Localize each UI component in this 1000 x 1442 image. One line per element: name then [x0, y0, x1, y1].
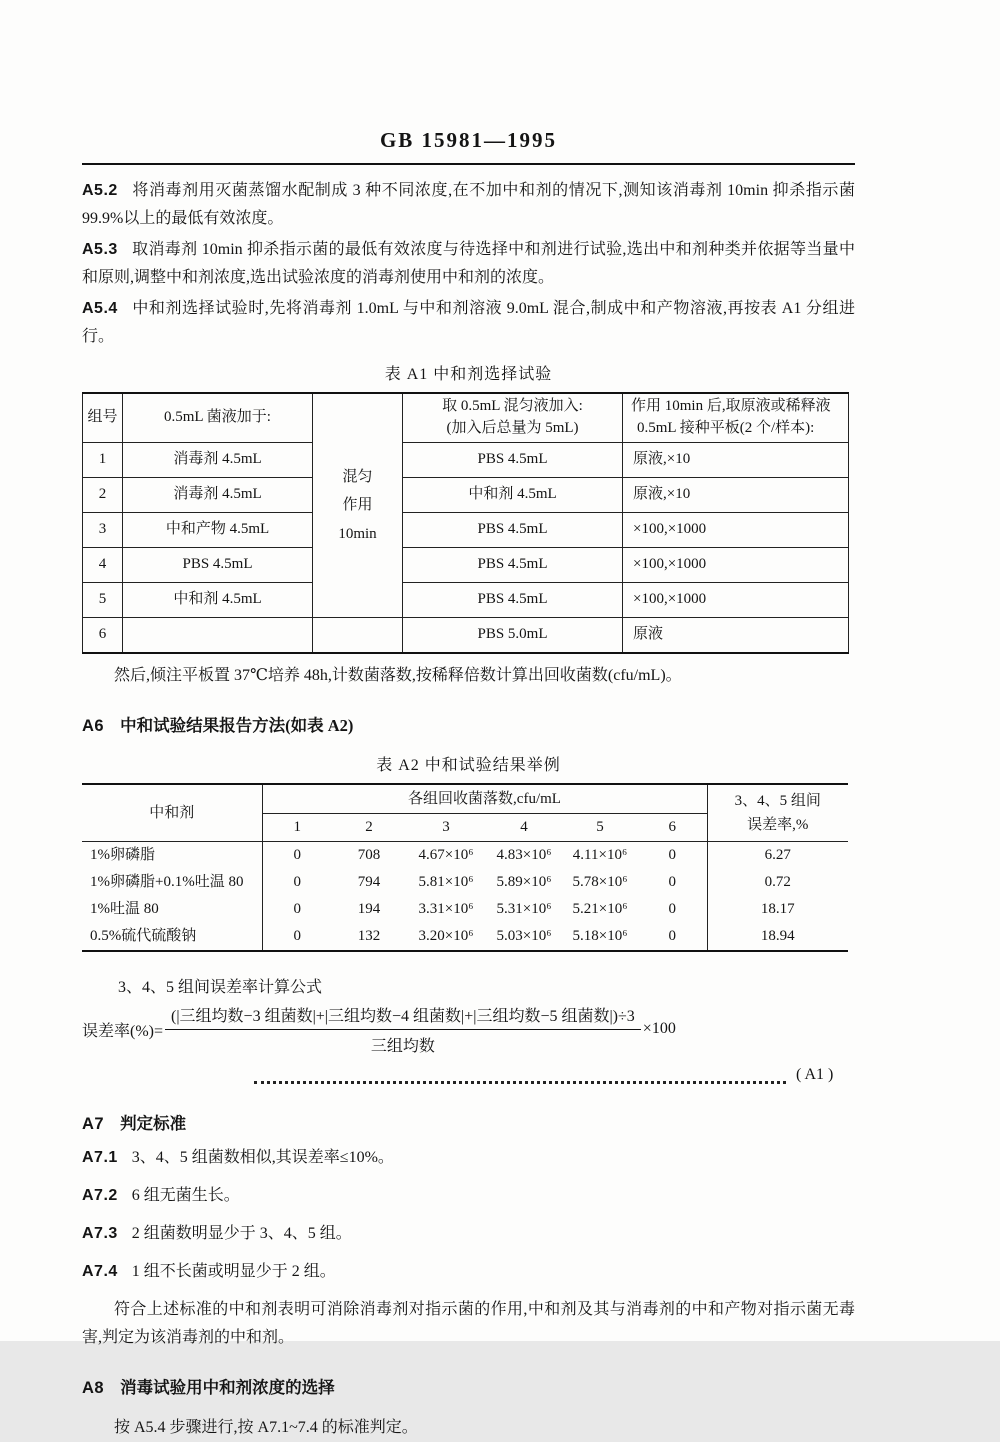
table-a1-caption: 表 A1 中和剂选择试验 — [384, 366, 553, 383]
cell-error-rate: 18.94 — [707, 923, 848, 951]
cell-group-no: 6 — [83, 617, 123, 653]
section-number: A8 — [82, 1378, 105, 1397]
subcol-2: 2 — [332, 813, 406, 841]
cell-count: 5.31×10⁶ — [496, 901, 552, 917]
header-line: 取 0.5mL 混匀液加入: — [442, 398, 583, 414]
paragraph-text: 将消毒剂用灭菌蒸馏水配制成 3 种不同浓度,在不加中和剂的情况下,测知该消毒剂 10min 抑杀指示菌 99.9%以上的最低有效浓度。 — [82, 182, 855, 227]
section-number: A7.3 — [82, 1224, 118, 1242]
cell-group-no: 5 — [83, 582, 123, 617]
equation-number: ( A1 ) — [796, 1065, 834, 1083]
cell-count: 194 — [357, 901, 381, 917]
section-number: A7.4 — [82, 1262, 118, 1280]
cell-count: 0 — [293, 901, 301, 917]
header-line: 3、4、5 组间 — [734, 792, 821, 809]
mix-line: 混匀 — [342, 468, 373, 485]
section-number: A7 — [82, 1114, 105, 1133]
col-header-error — [707, 784, 848, 842]
paragraph-text: 2 组菌数明显少于 3、4、5 组。 — [131, 1224, 352, 1242]
cell-count: 132 — [357, 928, 381, 944]
cell-count: 3.20×10⁶ — [418, 928, 474, 944]
formula-intro: 3、4、5 组间误差率计算公式 — [118, 978, 323, 996]
heading-text: 消毒试验用中和剂浓度的选择 — [120, 1377, 335, 1397]
cell-count: 794 — [357, 874, 381, 890]
paragraph-text: 取消毒剂 10min 抑杀指示菌的最低有效浓度与待选择中和剂进行试验,选出中和剂种类并依据等当量中和原则,调整中和剂浓度,选出试验浓度的消毒剂使用中和剂的浓度。 — [82, 241, 855, 286]
cell-count: 5.81×10⁶ — [418, 874, 474, 890]
table-row — [83, 442, 849, 477]
cell-neutralizer: 1%吐温 80 — [82, 896, 262, 923]
col-header-add — [403, 393, 623, 442]
paragraph-text: 6 组无菌生长。 — [131, 1186, 240, 1204]
cell-count: 5.18×10⁶ — [572, 928, 628, 944]
cell-count: 708 — [357, 847, 381, 863]
cell-add: PBS 5.0mL — [403, 617, 623, 653]
cell-mix-empty — [313, 617, 403, 653]
subcol-5: 5 — [562, 813, 638, 841]
mix-line: 作用 — [342, 497, 373, 513]
mix-line: 10min — [338, 525, 377, 542]
cell-count: 4.11×10⁶ — [572, 847, 628, 863]
cell-count: 0 — [668, 928, 676, 944]
paragraph-a5-2 — [82, 177, 855, 233]
cell-plate: 原液,×10 — [623, 477, 849, 512]
cell-plate: ×100,×1000 — [623, 547, 849, 582]
heading-a8 — [82, 1374, 855, 1398]
cell-inoculum: 中和剂 4.5mL — [123, 582, 313, 617]
paragraph-text: 3、4、5 组菌数相似,其误差率≤10%。 — [131, 1148, 394, 1166]
cell-count: 5.21×10⁶ — [572, 901, 628, 917]
heading-text: 判定标准 — [120, 1113, 187, 1133]
col-header-inoculum: 0.5mL 菌液加于: — [123, 393, 313, 442]
cell-error-rate: 0.72 — [707, 869, 848, 896]
mix-action-cell — [313, 393, 403, 617]
paragraph-a7-1 — [82, 1144, 855, 1172]
table-row — [82, 923, 848, 951]
cell-inoculum: PBS 4.5mL — [123, 547, 313, 582]
dotted-leader — [254, 1069, 786, 1084]
cell-count: 0 — [293, 874, 301, 890]
equation-number-line — [254, 1066, 855, 1084]
cell-group-no: 1 — [83, 442, 123, 477]
col-header-plate — [623, 393, 849, 442]
formula-denominator: 三组均数 — [370, 1037, 435, 1055]
cell-neutralizer: 1%卵磷脂+0.1%吐温 80 — [82, 869, 262, 896]
table-row — [82, 896, 848, 923]
cell-neutralizer: 0.5%硫代硫酸钠 — [82, 923, 262, 951]
header-rule — [82, 163, 855, 165]
standard-number: GB 15981—1995 — [379, 128, 558, 152]
section-number: A6 — [82, 716, 105, 735]
cell-count: 3.31×10⁶ — [418, 901, 474, 917]
cell-add: PBS 4.5mL — [403, 547, 623, 582]
section-number: A7.1 — [82, 1148, 118, 1166]
cell-count: 4.67×10⁶ — [418, 847, 474, 863]
cell-count: 0 — [293, 928, 301, 944]
paragraph-a7-2 — [82, 1182, 855, 1210]
paragraph-a7-3 — [82, 1220, 855, 1248]
cell-count: 5.78×10⁶ — [572, 874, 628, 890]
col-header-counts: 各组回收菌落数,cfu/mL — [262, 784, 707, 814]
section-number: A5.4 — [82, 300, 118, 317]
section-number: A5.3 — [82, 241, 118, 258]
cell-add: 中和剂 4.5mL — [403, 477, 623, 512]
cell-inoculum: 消毒剂 4.5mL — [123, 477, 313, 512]
formula-numerator: (|三组均数−3 组菌数|+|三组均数−4 组菌数|+|三组均数−5 组菌数|)÷3 — [165, 1003, 641, 1030]
table-row — [82, 841, 848, 869]
paragraph-a8: 按 A5.4 步骤进行,按 A7.1~7.4 的标准判定。 — [114, 1418, 418, 1436]
table-a2-caption: 表 A2 中和试验结果举例 — [376, 756, 561, 774]
cell-group-no: 3 — [83, 512, 123, 547]
table-a1 — [82, 392, 849, 654]
subcol-6: 6 — [638, 813, 707, 841]
cell-error-rate: 6.27 — [707, 841, 848, 869]
paragraph-a5-4 — [82, 295, 855, 351]
table-row — [83, 547, 849, 582]
table-a1-note: 然后,倾注平板置 37℃培养 48h,计数菌落数,按稀释倍数计算出回收菌数(cfu/mL)。 — [114, 666, 682, 684]
col-header-group: 组号 — [83, 393, 123, 442]
cell-inoculum: 消毒剂 4.5mL — [123, 442, 313, 477]
table-row — [83, 582, 849, 617]
table-row — [83, 477, 849, 512]
header-line: 误差率,% — [747, 816, 809, 833]
cell-plate: ×100,×1000 — [623, 582, 849, 617]
cell-count: 5.89×10⁶ — [496, 874, 552, 890]
table-row — [83, 617, 849, 653]
cell-count: 0 — [668, 847, 676, 863]
paragraph-a7-4 — [82, 1258, 855, 1286]
cell-count: 0 — [293, 847, 301, 863]
cell-plate: ×100,×1000 — [623, 512, 849, 547]
heading-text: 中和试验结果报告方法(如表 A2) — [120, 715, 354, 735]
cell-add: PBS 4.5mL — [403, 582, 623, 617]
header-line: 作用 10min 后,取原液或稀释液 — [631, 398, 831, 414]
formula-fraction — [165, 1003, 641, 1056]
section-number: A7.2 — [82, 1186, 118, 1204]
subcol-1: 1 — [262, 813, 332, 841]
subcol-3: 3 — [406, 813, 486, 841]
cell-inoculum — [123, 617, 313, 653]
table-row — [83, 512, 849, 547]
cell-inoculum: 中和产物 4.5mL — [123, 512, 313, 547]
section-number: A5.2 — [82, 182, 118, 199]
cell-count: 0 — [668, 901, 676, 917]
paragraph-text: 1 组不长菌或明显少于 2 组。 — [131, 1262, 336, 1280]
cell-plate: 原液,×10 — [623, 442, 849, 477]
cell-plate: 原液 — [623, 617, 849, 653]
cell-add: PBS 4.5mL — [403, 512, 623, 547]
cell-count: 5.03×10⁶ — [496, 928, 552, 944]
formula-multiplier: ×100 — [642, 1020, 676, 1037]
table-row — [82, 869, 848, 896]
cell-group-no: 2 — [83, 477, 123, 512]
paragraph-a7-closing: 符合上述标准的中和剂表明可消除消毒剂对指示菌的作用,中和剂及其与消毒剂的中和产物对指示菌无毒害,判定为该消毒剂的中和剂。 — [82, 1300, 855, 1346]
cell-add: PBS 4.5mL — [403, 442, 623, 477]
col-header-neutralizer: 中和剂 — [82, 784, 262, 842]
heading-a7 — [82, 1110, 855, 1134]
heading-a6 — [82, 712, 855, 736]
table-a2 — [82, 783, 848, 952]
cell-group-no: 4 — [83, 547, 123, 582]
cell-error-rate: 18.17 — [707, 896, 848, 923]
subcol-4: 4 — [486, 813, 562, 841]
error-rate-formula — [82, 1003, 855, 1056]
header-line: (加入后总量为 5mL) — [446, 419, 579, 436]
paragraph-text: 中和剂选择试验时,先将消毒剂 1.0mL 与中和剂溶液 9.0mL 混合,制成中和产物溶液,再按表 A1 分组进行。 — [82, 300, 855, 345]
formula-lhs: 误差率(%)= — [82, 1022, 164, 1040]
paragraph-a5-3 — [82, 236, 855, 292]
cell-neutralizer: 1%卵磷脂 — [82, 841, 262, 869]
header-line: 0.5mL 接种平板(2 个/样本): — [637, 419, 815, 436]
cell-count: 4.83×10⁶ — [496, 847, 552, 863]
cell-count: 0 — [668, 874, 676, 890]
